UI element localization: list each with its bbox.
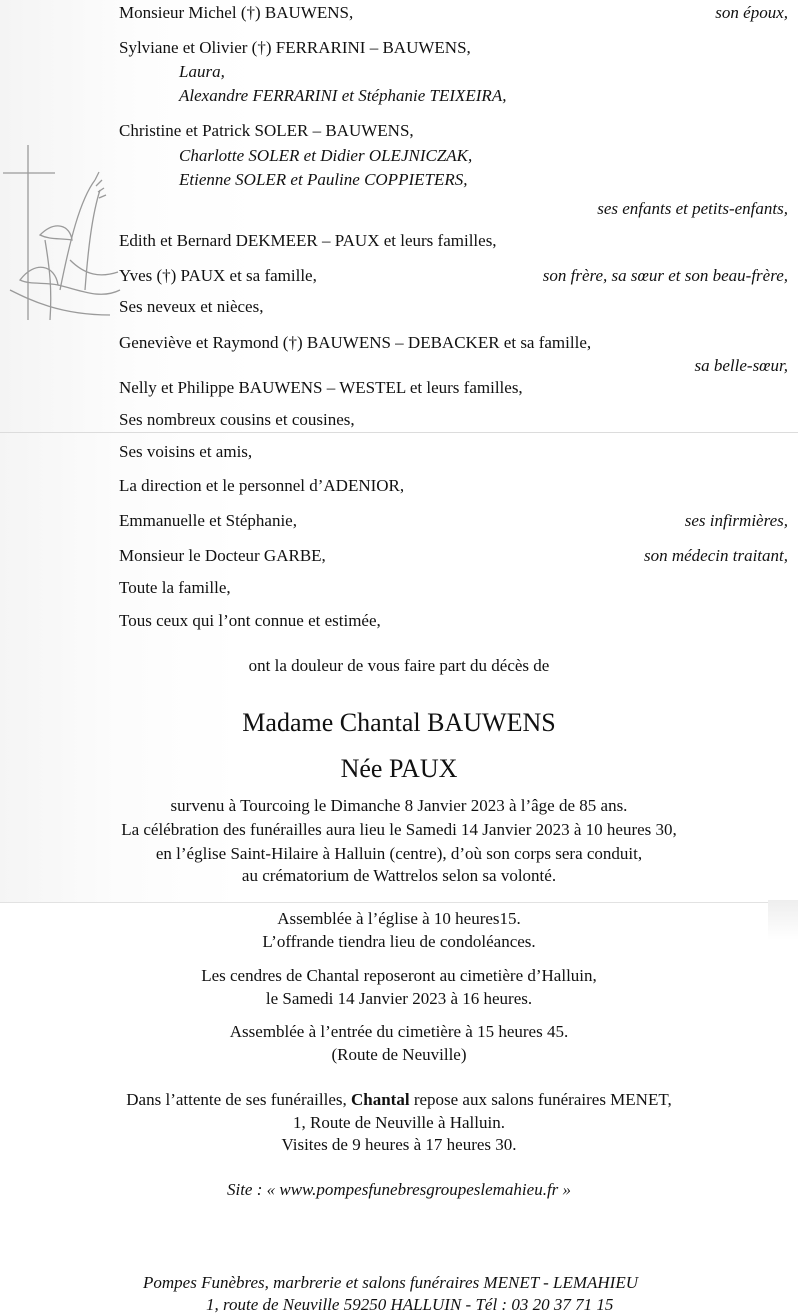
family-member-name: Geneviève et Raymond (†) BAUWENS – DEBACKER et sa famille, — [119, 333, 592, 352]
family-member-name: Alexandre FERRARINI et Stéphanie TEIXEIRA, — [179, 86, 507, 105]
rest-address: 1, Route de Neuville à Halluin. — [293, 1113, 505, 1132]
family-member-name: Sylviane et Olivier (†) FERRARINI – BAUWENS, — [119, 38, 471, 57]
rest-visits: Visites de 9 heures à 17 heures 30. — [281, 1135, 517, 1154]
detail-line: La célébration des funérailles aura lieu le Samedi 14 Janvier 2023 à 10 heures 30, — [121, 820, 677, 839]
ceremony-line: L’offrande tiendra lieu de condoléances. — [262, 932, 536, 951]
family-relation: son époux, — [715, 3, 788, 22]
ceremony-line: Assemblée à l’église à 10 heures15. — [277, 909, 521, 928]
cross-lily-icon — [0, 140, 130, 370]
detail-line: en l’église Saint-Hilaire à Halluin (centre), d’où son corps sera conduit, — [155, 844, 643, 863]
family-member-name: Laura, — [179, 62, 225, 81]
detail-line: au crématorium de Wattrelos selon sa volonté. — [241, 866, 557, 885]
footer-company: Pompes Funèbres, marbrerie et salons funéraires MENET - LEMAHIEU — [143, 1273, 638, 1292]
family-member-name: Ses voisins et amis, — [119, 442, 253, 461]
rest-line — [0, 1090, 798, 1110]
family-member-name: Tous ceux qui l’ont connue et estimée, — [119, 611, 381, 630]
family-relation: ses infirmières, — [684, 511, 788, 530]
deceased-maiden-name: Née PAUX — [340, 754, 458, 783]
footer-address: 1, route de Neuville 59250 HALLUIN - Tél : 03 20 37 71 15 — [206, 1295, 614, 1314]
ceremony-line: (Route de Neuville) — [331, 1045, 467, 1064]
family-member-name: Edith et Bernard DEKMEER – PAUX et leurs familles, — [119, 231, 497, 250]
rest-suffix: repose aux salons funéraires MENET, — [409, 1090, 672, 1109]
family-relation: sa belle-sœur, — [694, 356, 788, 375]
family-member-name: Toute la famille, — [119, 578, 231, 597]
family-member-name: Monsieur Michel (†) BAUWENS, — [119, 3, 354, 22]
family-member-name: Ses neveux et nièces, — [119, 297, 264, 316]
family-relation: son frère, sa sœur et son beau-frère, — [542, 266, 788, 285]
rest-prefix: Dans l’attente de ses funérailles, — [126, 1090, 351, 1109]
family-member-name: Monsieur le Docteur GARBE, — [119, 546, 326, 565]
deceased-name: Madame Chantal BAUWENS — [242, 708, 556, 737]
family-relation: ses enfants et petits-enfants, — [597, 199, 788, 218]
family-relation: son médecin traitant, — [643, 546, 788, 565]
ceremony-line: Assemblée à l’entrée du cimetière à 15 heures 45. — [229, 1022, 569, 1041]
website-text: Site : « www.pompesfunebresgroupeslemahieu.fr » — [226, 1180, 572, 1199]
family-member-name: Emmanuelle et Stéphanie, — [119, 511, 297, 530]
family-member-name: Etienne SOLER et Pauline COPPIETERS, — [179, 170, 468, 189]
ceremony-line: le Samedi 14 Janvier 2023 à 16 heures. — [265, 989, 533, 1008]
family-member-name: La direction et le personnel d’ADENIOR, — [119, 476, 405, 495]
family-member-name: Charlotte SOLER et Didier OLEJNICZAK, — [179, 146, 473, 165]
rest-bold-name: Chantal — [350, 1090, 410, 1109]
announcement-text: ont la douleur de vous faire part du décès de — [248, 656, 550, 675]
ceremony-line: Les cendres de Chantal reposeront au cimetière d’Halluin, — [201, 966, 597, 985]
detail-line: survenu à Tourcoing le Dimanche 8 Janvier 2023 à l’âge de 85 ans. — [170, 796, 628, 815]
family-member-name: Nelly et Philippe BAUWENS – WESTEL et leurs familles, — [119, 378, 523, 397]
family-member-name: Ses nombreux cousins et cousines, — [119, 410, 355, 429]
family-member-name: Yves (†) PAUX et sa famille, — [119, 266, 317, 285]
family-member-name: Christine et Patrick SOLER – BAUWENS, — [119, 121, 414, 140]
